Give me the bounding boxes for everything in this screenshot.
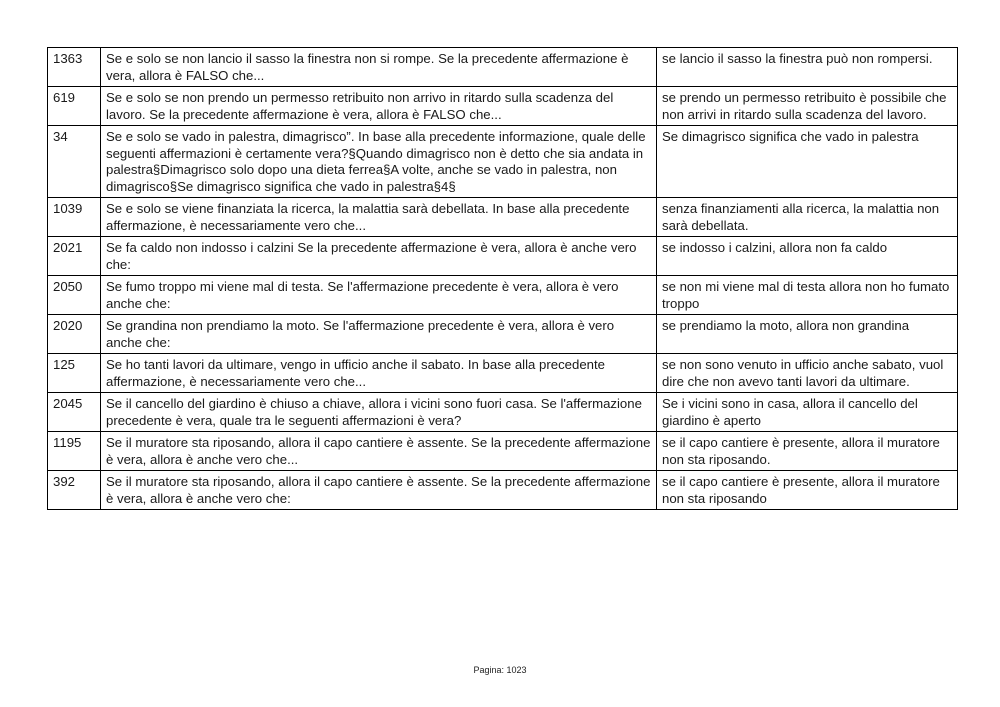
question-text: Se il muratore sta riposando, allora il capo cantiere è assente. Se la precedente affermazione è vera, allora è anche vero che: [101, 471, 657, 510]
answer-text: se indosso i calzini, allora non fa caldo [657, 237, 958, 276]
question-id: 2050 [48, 276, 101, 315]
question-text: Se e solo se non lancio il sasso la finestra non si rompe. Se la precedente affermazione è vera, allora è FALSO che... [101, 48, 657, 87]
table-row [48, 315, 958, 354]
question-id: 1363 [48, 48, 101, 87]
answer-text: se non sono venuto in ufficio anche sabato, vuol dire che non avevo tanti lavori da ultimare. [657, 354, 958, 393]
answer-text: se non mi viene mal di testa allora non ho fumato troppo [657, 276, 958, 315]
answer-text: se lancio il sasso la finestra può non rompersi. [657, 48, 958, 87]
answer-text: Se i vicini sono in casa, allora il cancello del giardino è aperto [657, 393, 958, 432]
question-text: Se e solo se viene finanziata la ricerca, la malattia sarà debellata. In base alla precedente affermazione, è necessariamente vero che... [101, 198, 657, 237]
answer-text: Se dimagrisco significa che vado in palestra [657, 126, 958, 198]
table-row [48, 198, 958, 237]
question-id: 125 [48, 354, 101, 393]
question-id: 34 [48, 126, 101, 198]
answer-text: se il capo cantiere è presente, allora il muratore non sta riposando. [657, 432, 958, 471]
table-row [48, 48, 958, 87]
answer-text: se prendiamo la moto, allora non grandina [657, 315, 958, 354]
answer-text: se il capo cantiere è presente, allora il muratore non sta riposando [657, 471, 958, 510]
table-row [48, 354, 958, 393]
table-row [48, 471, 958, 510]
question-table-body [48, 48, 958, 510]
question-id: 619 [48, 87, 101, 126]
question-text: Se grandina non prendiamo la moto. Se l'affermazione precedente è vera, allora è vero anche che: [101, 315, 657, 354]
question-id: 2045 [48, 393, 101, 432]
table-row [48, 393, 958, 432]
question-id: 2021 [48, 237, 101, 276]
table-row [48, 87, 958, 126]
question-text: Se e solo se non prendo un permesso retribuito non arrivo in ritardo sulla scadenza del lavoro. Se la precedente affermazione è vera, allora è FALSO che... [101, 87, 657, 126]
question-text: Se ho tanti lavori da ultimare, vengo in ufficio anche il sabato. In base alla precedente affermazione, è necessariamente vero che... [101, 354, 657, 393]
answer-text: se prendo un permesso retribuito è possibile che non arrivi in ritardo sulla scadenza del lavoro. [657, 87, 958, 126]
question-text: Se il muratore sta riposando, allora il capo cantiere è assente. Se la precedente affermazione è vera, allora è anche vero che... [101, 432, 657, 471]
question-id: 1195 [48, 432, 101, 471]
question-text: Se fumo troppo mi viene mal di testa. Se l'affermazione precedente è vera, allora è vero anche che: [101, 276, 657, 315]
question-text: Se e solo se vado in palestra, dimagrisco”. In base alla precedente informazione, quale delle seguenti affermazioni è certamente vera?§Quando dimagrisco non è detto che sia andata in palestra§Dimagrisco solo dopo una dieta ferrea§A volte, anche se vado in palestra, non dimagrisco§Se dimagrisco significa che vado in palestra§4§ [101, 126, 657, 198]
question-table [47, 47, 958, 510]
question-id: 1039 [48, 198, 101, 237]
table-row [48, 432, 958, 471]
table-row [48, 276, 958, 315]
table-row [48, 126, 958, 198]
question-text: Se fa caldo non indosso i calzini Se la precedente affermazione è vera, allora è anche vero che: [101, 237, 657, 276]
answer-text: senza finanziamenti alla ricerca, la malattia non sarà debellata. [657, 198, 958, 237]
page-number: Pagina: 1023 [473, 665, 527, 675]
question-text: Se il cancello del giardino è chiuso a chiave, allora i vicini sono fuori casa. Se l'affermazione precedente è vera, quale tra le seguenti affermazioni è vera? [101, 393, 657, 432]
question-id: 392 [48, 471, 101, 510]
table-row [48, 237, 958, 276]
question-id: 2020 [48, 315, 101, 354]
